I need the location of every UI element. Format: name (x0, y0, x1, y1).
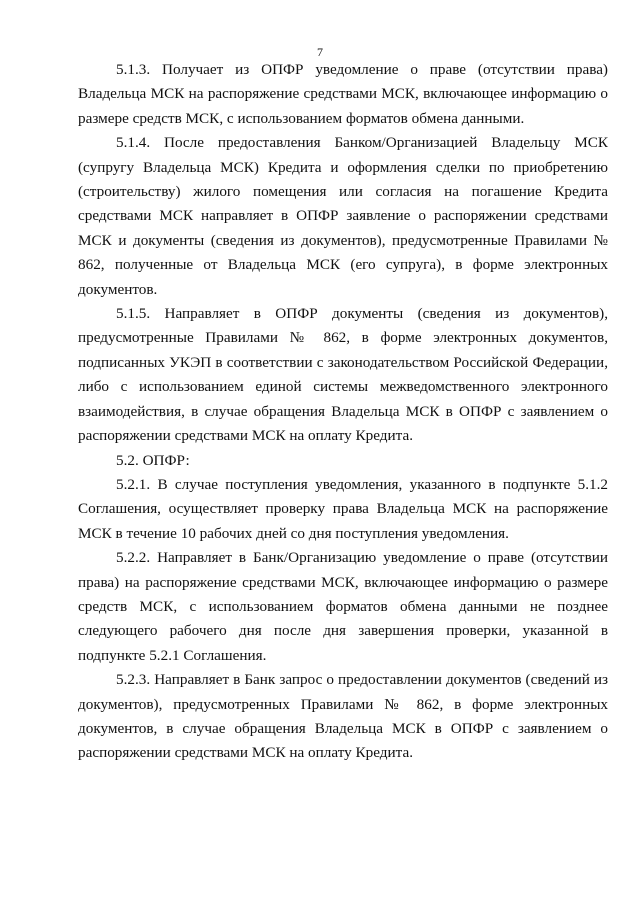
clause-5-2-1: 5.2.1. В случае поступления уведомления, указанного в подпункте 5.1.2 Соглашения, осуществляет проверку права Владельца МСК на распоряжение МСК в течение 10 рабочих дней со дня поступления уведомления. (78, 475, 608, 542)
section-5-2-heading: 5.2. ОПФР: (116, 451, 190, 469)
clause-5-1-5: 5.1.5. Направляет в ОПФР документы (сведения из документов), предусмотренные Правилами № 862, в форме электронных документов, подписанных УКЭП в соответствии с законодательством Российской Федерации, либо с использованием единой системы межведомственного электронного взаимодействия, в случае обращения Владельца МСК в ОПФР с заявлением о распоряжении средствами МСК на оплату Кредита. (78, 305, 608, 445)
clause-5-2-3: 5.2.3. Направляет в Банк запрос о предоставлении документов (сведений из документов), предусмотренных Правилами № 862, в форме электронных документов, в случае обращения Владельца МСК в ОПФР с заявлением о распоряжении средствами МСК на оплату Кредита. (78, 671, 608, 762)
page-number: 7 (317, 45, 323, 59)
clause-5-2-2: 5.2.2. Направляет в Банк/Организацию уведомление о праве (отсутствии права) на распоряжение средствами МСК, включающее информацию о размере средств МСК, с использованием форматов обмена данными не позднее следующего рабочего дня после дня завершения проверки, указанной в подпункте 5.2.1 Соглашения. (78, 549, 608, 664)
clause-5-1-4: 5.1.4. После предоставления Банком/Организацией Владельцу МСК (супругу Владельца МСК) Кредита и оформления сделки по приобретению (строительству) жилого помещения или согласия на погашение Кредита средствами МСК направляет в ОПФР заявление о распоряжении средствами МСК и документы (сведения из документов), предусмотренные Правилами № 862, полученные от Владельца МСК (его супруга), в форме электронных документов. (78, 134, 608, 298)
clause-5-1-3: 5.1.3. Получает из ОПФР уведомление о праве (отсутствии права) Владельца МСК на распоряжение средствами МСК, включающее информацию о размере средств МСК, с использованием форматов обмена данными. (78, 61, 608, 127)
document-body (78, 58, 608, 766)
